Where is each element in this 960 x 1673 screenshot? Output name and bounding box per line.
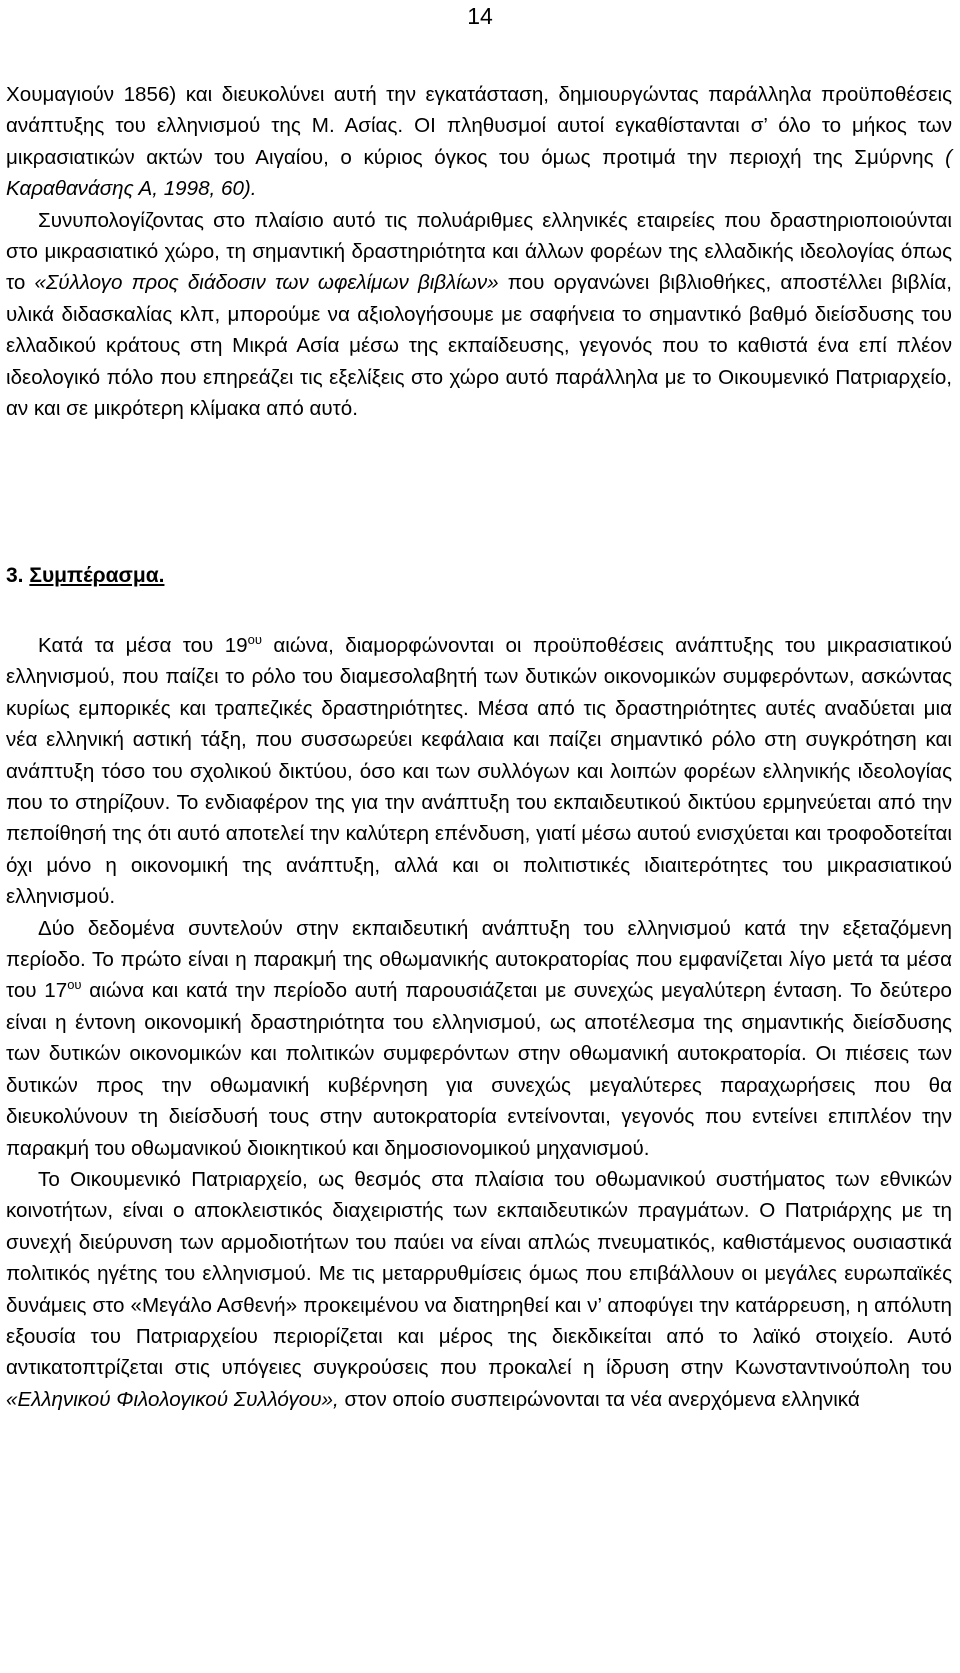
- body-text-upper: [6, 79, 952, 424]
- paragraph: Κατά τα μέσα του $19^{o\upsilon}$ αιώνα, διαμορφώνονται οι προϋποθέσεις ανάπτυξης του μικρασιατικού ελληνισμού, που παίζει το ρόλο του διαμεσολαβητή των δυτικών οικονομικών συμφερόντων, ασκώντας κυρίως εμπορικές και τραπεζικές δραστηριότητες. Μέσα από τις δραστηριότητες αυτές αναδύεται μια νέα ελληνική αστική τάξη, που συσσωρεύει κεφάλαια και παίζει σημαντικό ρόλο στη συγκρότηση και ανάπτυξη τόσο του σχολικού δικτύου, όσο και των συλλόγων και λοιπών φορέων ελληνικής ιδεολογίας που το στηρίζουν. Το ενδιαφέρον της για την ανάπτυξη του εκπαιδευτικού δικτύου ερμηνεύεται από την πεποίθησή της ότι αυτό αποτελεί την καλύτερη επένδυση, γιατί μέσω αυτού ενισχύεται και τροφοδοτείται όχι μόνο η οικονομική της ανάπτυξη, αλλά και οι πολιτιστικές ιδιαιτερότητες του μικρασιατικού ελληνισμού.: [6, 632, 952, 909]
- superscript: ου: [67, 977, 82, 993]
- italic-title: «Σύλλογο προς διάδοσιν των ωφελίμων βιβλίων»: [34, 271, 499, 295]
- section-heading: [6, 560, 952, 591]
- paragraph: Συνυπολογίζοντας στο πλαίσιο αυτό τις πολυάριθμες ελληνικές εταιρείες που δραστηριοποιούνται στο μικρασιατικό χώρο, τη σημαντική δραστηριότητα και άλλων φορέων της ελλαδικής ιδεολογίας όπως το «Σύλλογο προς διάδοσιν των ωφελίμων βιβλίων» που οργανώνει βιβλιοθήκες, αποστέλλει βιβλία, υλικά διδασκαλίας κλπ, μπορούμε να αξιολογήσουμε με σαφήνεια το σημαντικό βαθμό διείσδυσης του ελλαδικού κράτους στη Μικρά Ασία μέσω της εκπαίδευσης, γεγονός που το καθιστά ένα επί πλέον ιδεολογικό πόλο που επηρεάζει τις εξελίξεις στο χώρο αυτό παράλληλα με το Οικουμενικό Πατριαρχείο, αν και σε μικρότερη κλίμακα από αυτό.: [6, 208, 952, 421]
- italic-title: «Ελληνικού Φιλολογικού Συλλόγου»,: [6, 1387, 339, 1411]
- section-number: 3.: [6, 564, 24, 587]
- page-number: 14: [467, 3, 493, 29]
- paragraph: Δύο δεδομένα συντελούν στην εκπαιδευτική ανάπτυξη του ελληνισμού κατά την εξεταζόμενη περίοδο. Το πρώτο είναι η παρακμή της οθωμανικής αυτοκρατορίας που εμφανίζεται λίγο μετά τα μέσα του $17^{o\upsilon}$ αιώνα και κατά την περίοδο αυτή παρουσιάζεται με συνεχώς μεγαλύτερη ένταση. Το δεύτερο είναι η έντονη οικονομική δραστηριότητα του ελληνισμού, ως αποτέλεσμα της σημαντικής διείσδυσης των δυτικών οικονομικών και πολιτικών συμφερόντων στην οθωμανική αυτοκρατορία. Οι πιέσεις των δυτικών προς την οθωμανική κυβέρνηση για συνεχώς μεγαλύτερες παραχωρήσεις που θα διευκολύνουν τη διείσδυσή τους στην αυτοκρατορία εντείνονται, γεγονός που εντείνει επιπλέον την παρακμή του οθωμανικού διοικητικού και δημοσιονομικού μηχανισμού.: [6, 916, 952, 1160]
- citation: ( Καραθανάσης Α, 1998, 60).: [6, 145, 952, 201]
- body-text-lower: [6, 630, 952, 1415]
- section-title: Συμπέρασμα.: [29, 564, 165, 587]
- paragraph: Χουμαγιούν 1856) και διευκολύνει αυτή την εγκατάσταση, δημιουργώντας παράλληλα προϋποθέσεις ανάπτυξης του ελληνισμού της Μ. Ασίας. ΟΙ πληθυσμοί αυτοί εγκαθίστανται σ’ όλο το μήκος των μικρασιατικών ακτών του Αιγαίου, ο κύριος όγκος του όμως προτιμά την περιοχή της Σμύρνης ( Καραθανάσης Α, 1998, 60).: [6, 83, 952, 201]
- superscript: ου: [247, 632, 262, 648]
- paragraph: Το Οικουμενικό Πατριαρχείο, ως θεσμός στα πλαίσια του οθωμανικού συστήματος των εθνικών κοινοτήτων, είναι ο αποκλειστικός διαχειριστής των εκπαιδευτικών πραγμάτων. Ο Πατριάρχης με τη συνεχή διεύρυνση των αρμοδιοτήτων του παύει να είναι απλώς πνευματικός, καθιστάμενος ουσιαστικά πολιτικός ηγέτης του ελληνισμού. Με τις μεταρρυθμίσεις όμως που επιβάλλουν οι μεγάλες ευρωπαϊκές δυνάμεις στο «Μεγάλο Ασθενή» προκειμένου να διατηρηθεί και ν’ αποφύγει την κατάρρευση, η απόλυτη εξουσία του Πατριαρχείου περιορίζεται και μέρος της διεκδικείται από το λαϊκό στοιχείο. Αυτό αντικατοπτρίζεται στις υπόγειες συγκρούσεις που προκαλεί η ίδρυση στην Κωνσταντινούπολη του «Ελληνικού Φιλολογικού Συλλόγου», στον οποίο συσπειρώνονται τα νέα ανερχόμενα ελληνικά: [6, 1167, 952, 1411]
